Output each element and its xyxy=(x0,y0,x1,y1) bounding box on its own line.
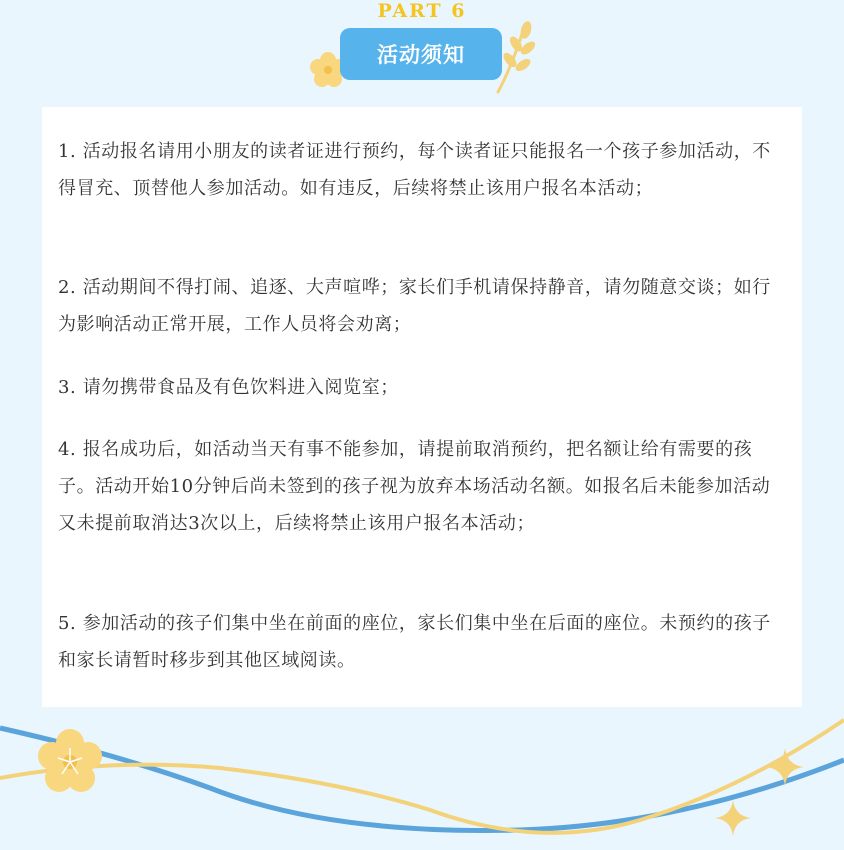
notice-card xyxy=(42,107,802,707)
sparkle-star-icon xyxy=(766,748,804,786)
notice-item-5: 5. 参加活动的孩子们集中坐在前面的座位，家长们集中坐在后面的座位。未预约的孩子和家长请暂时移步到其他区域阅读。 xyxy=(58,613,771,671)
notice-item-2: 2. 活动期间不得打闹、追逐、大声喧哗；家长们手机请保持静音，请勿随意交谈；如行为影响活动正常开展，工作人员将会劝离； xyxy=(58,277,771,335)
flower-icon xyxy=(36,728,104,796)
section-title: 活动须知 xyxy=(340,28,502,80)
notice-item-1: 1. 活动报名请用小朋友的读者证进行预约，每个读者证只能报名一个孩子参加活动，不得冒充、顶替他人参加活动。如有违反，后续将禁止该用户报名本活动； xyxy=(58,141,771,199)
notice-item-4: 4. 报名成功后，如活动当天有事不能参加，请提前取消预约，把名额让给有需要的孩子。活动开始10分钟后尚未签到的孩子视为放弃本场活动名额。如报名后未能参加活动又未提前取消达3次以上，后续将禁止该用户报名本活动； xyxy=(58,439,771,534)
sparkle-star-icon xyxy=(715,800,751,836)
wheat-leaf-icon xyxy=(490,20,540,96)
part-label: PART 6 xyxy=(377,0,467,22)
notice-item-3: 3. 请勿携带食品及有色饮料进入阅览室； xyxy=(58,377,399,398)
